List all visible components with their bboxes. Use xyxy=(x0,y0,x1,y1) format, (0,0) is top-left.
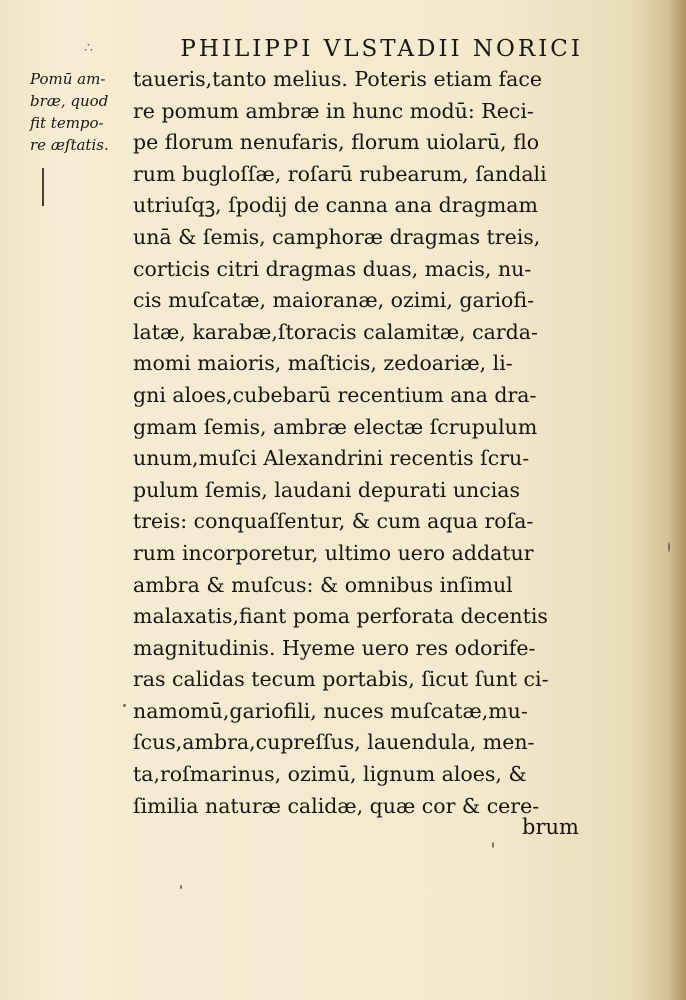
marginal-note-line: re æſtatis. xyxy=(30,136,109,154)
text-line: ras calidas tecum portabis, ſicut ſunt ci- xyxy=(133,667,549,692)
marginal-note-line: fit tempo- xyxy=(30,114,104,132)
text-line: pulum ſemis, laudani depurati uncias xyxy=(133,477,521,502)
marginal-bracket-mark xyxy=(42,168,44,206)
text-line: cis muſcatæ, maioranæ, ozimi, gariofi- xyxy=(133,288,535,313)
paper-speck xyxy=(668,542,670,552)
marginal-note-line: bræ, quod xyxy=(30,92,109,110)
text-line: namomū,gariofili, nuces muſcatæ,mu- xyxy=(133,698,528,723)
text-line: unum,muſci Alexandrini recentis ſcru- xyxy=(133,446,530,471)
marginal-note-line: Pomū am- xyxy=(30,70,106,88)
text-line: unā & ſemis, camphoræ dragmas treis, xyxy=(133,224,541,249)
body-text xyxy=(133,64,603,822)
page-edge-shadow xyxy=(668,0,686,1000)
catchword: brum xyxy=(522,815,579,839)
text-line: magnitudinis. Hyeme uero res odorife- xyxy=(133,635,536,660)
text-line: rum bugloſſæ, roſarū rubearum, ſandali xyxy=(133,161,547,186)
paper-speck xyxy=(123,704,126,707)
folio-mark: ∴ xyxy=(84,40,95,56)
text-line: rum incorporetur, ultimo uero addatur xyxy=(133,540,534,565)
text-line: utriuſqꝫ, ſpodij de canna ana dragmam xyxy=(133,193,538,218)
text-line: treis: conquaſſentur, & cum aqua roſa- xyxy=(133,509,534,534)
paper-speck xyxy=(492,842,494,848)
text-line: ta,roſmarinus, ozimū, lignum aloes, & xyxy=(133,762,527,787)
text-line: malaxatis,fiant poma perforata decentis xyxy=(133,604,548,629)
text-line: gni aloes,cubebarū recentium ana dra- xyxy=(133,382,537,407)
paper-speck xyxy=(180,885,182,889)
text-line: ſcus,ambra,cupreſſus, lauendula, men- xyxy=(133,730,535,755)
text-line: pe florum nenufaris, florum uiolarū, flo xyxy=(133,130,540,155)
text-line: latæ, karabæ,ſtoracis calamitæ, carda- xyxy=(133,319,538,344)
running-head: PHILIPPI VLSTADII NORICI xyxy=(180,36,583,62)
text-line: gmam ſemis, ambræ electæ ſcrupulum xyxy=(133,414,538,439)
text-line: ſimilia naturæ calidæ, quæ cor & cere- xyxy=(133,793,540,818)
text-line: momi maioris, maſticis, zedoariæ, li- xyxy=(133,351,513,376)
marginal-note xyxy=(30,68,130,156)
text-line: re pomum ambræ in hunc modū: Reci- xyxy=(133,98,534,123)
text-line: corticis citri dragmas duas, macis, nu- xyxy=(133,256,532,281)
text-line: taueris,tanto melius. Poteris etiam face xyxy=(133,67,542,91)
text-line: ambra & muſcus: & omnibus inſimul xyxy=(133,572,513,597)
